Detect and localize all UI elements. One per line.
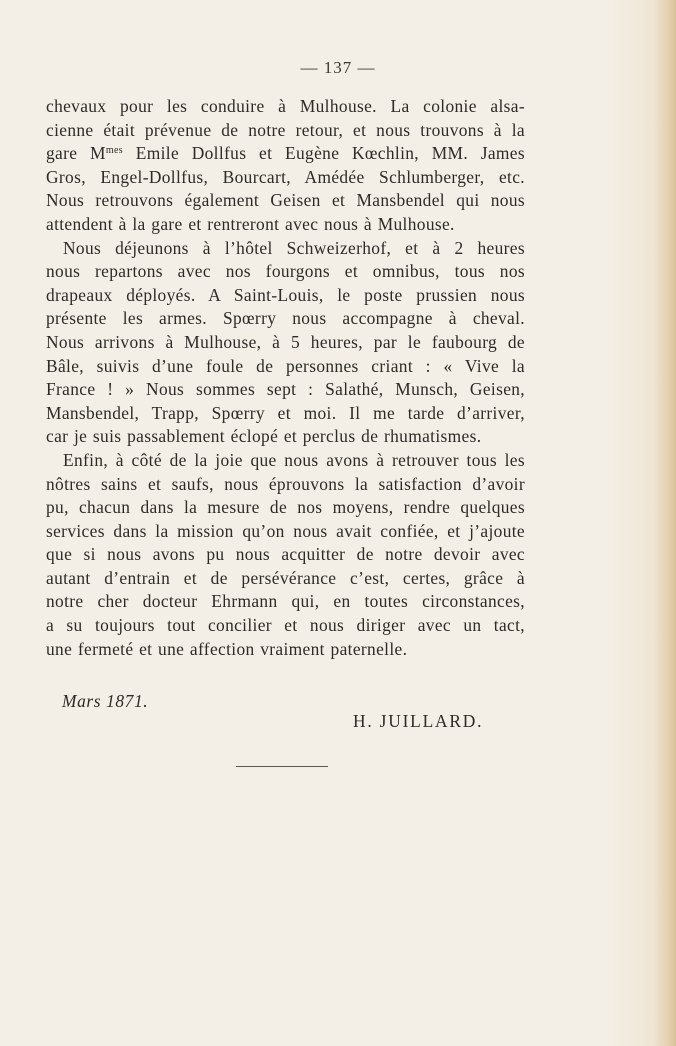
text-line: notre cher docteur Ehrmann qui, en toutes circonstances, <box>46 591 525 612</box>
text-line: Enfin, à côté de la joie que nous avons à retrouver tous les <box>63 449 525 470</box>
paragraph <box>46 237 525 449</box>
text-line: nous repartons avec nos fourgons et omnibus, tous nos <box>46 261 525 282</box>
text-line: que si nous avons pu nous acquitter de notre devoir avec <box>46 544 525 565</box>
text-line: une fermeté et une affection vraiment paternelle. <box>46 638 408 659</box>
page-edge-shadow <box>654 0 676 1046</box>
text-line: Bâle, suivis d’une foule de personnes criant : « Vive la <box>46 355 525 376</box>
text-line: chevaux pour les conduire à Mulhouse. La colonie alsa- <box>46 96 525 116</box>
text-line: Nous retrouvons également Geisen et Mansbendel qui nous <box>46 190 525 211</box>
text-line: Gros, Engel-Dollfus, Bourcart, Amédée Schlumberger, etc. <box>46 166 525 187</box>
text-line: attendent à la gare et rentreront avec nous à Mulhouse. <box>46 213 455 234</box>
text-line: autant d’entrain et de persévérance c’est, certes, grâce à <box>46 567 525 588</box>
text-line: Mansbendel, Trapp, Spœrry et moi. Il me tarde d’arriver, <box>46 402 525 423</box>
text-line: drapeaux déployés. A Saint-Louis, le poste prussien nous <box>46 284 525 305</box>
text-line: France ! » Nous sommes sept : Salathé, Munsch, Geisen, <box>46 379 525 400</box>
text-line: car je suis passablement éclopé et perclus de rhumatismes. <box>46 426 482 447</box>
text-line: cienne était prévenue de notre retour, et nous trouvons à la <box>46 119 525 140</box>
text-line: présente les armes. Spœrry nous accompagne à cheval. <box>46 308 525 329</box>
paragraph <box>46 449 525 661</box>
text-line: gare $M^{mes}$ Emile Dollfus et Eugène Kœchlin, MM. James <box>46 143 525 164</box>
text-line: a su toujours tout concilier et nous diriger avec un tact, <box>46 615 525 636</box>
text-line: pu, chacun dans la mesure de nos moyens, rendre quelques <box>46 497 525 518</box>
author-signature: H. JUILLARD. <box>353 711 484 731</box>
end-rule <box>236 766 328 767</box>
text-line: Nous arrivons à Mulhouse, à 5 heures, par le faubourg de <box>46 331 525 352</box>
body-text <box>46 95 525 661</box>
text-line: services dans la mission qu’on nous avait confiée, et j’ajoute <box>46 520 525 541</box>
text-line: nôtres sains et saufs, nous éprouvons la satisfaction d’avoir <box>46 473 525 494</box>
paragraph <box>46 95 525 237</box>
closing-date: Mars 1871. <box>62 691 149 711</box>
page-number: — 137 — <box>300 58 376 77</box>
text-line: Nous déjeunons à l’hôtel Schweizerhof, et à 2 heures <box>63 237 525 258</box>
